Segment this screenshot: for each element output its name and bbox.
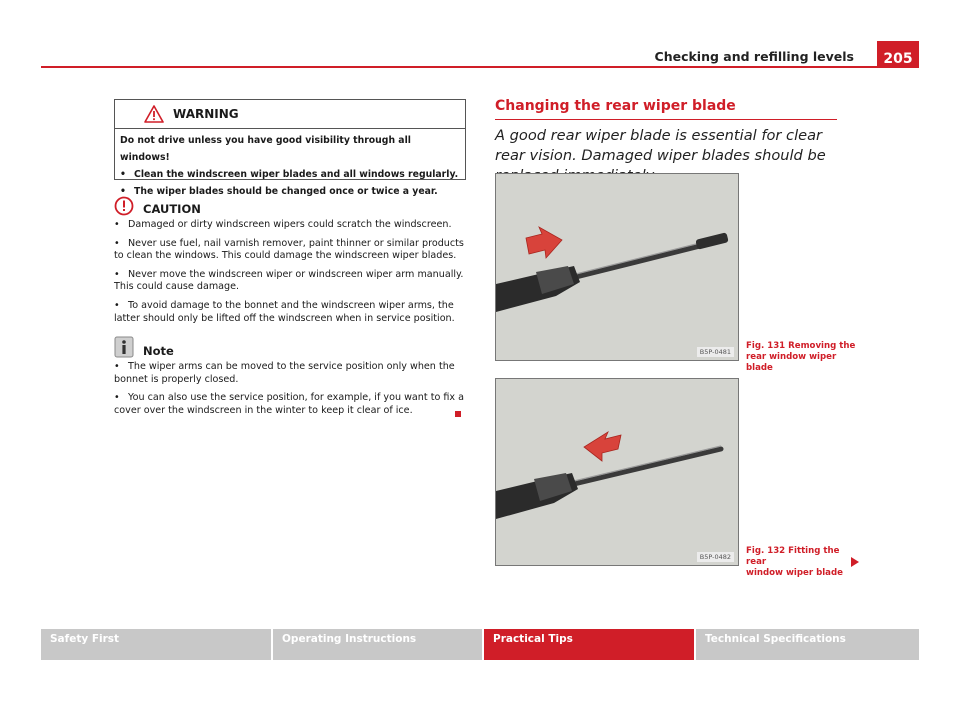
figure-removing-wiper-blade: [495, 173, 739, 361]
footer-chapter-tabs: [41, 629, 919, 660]
wiper-removal-illustration: [496, 174, 739, 361]
warning-header: [115, 100, 465, 129]
section-intro: A good rear wiper blade is essential for clear rear vision. Damaged wiper blades should be: [495, 127, 826, 164]
caution-label: CAUTION: [143, 202, 201, 216]
wiper-fitting-illustration: [496, 379, 739, 566]
note-bullet: • You can also use the service position, for example, if you want to fix a cover over the windscreen in the winter to keep it clear of ice.: [114, 392, 465, 416]
warning-bullet: • Clean the windscreen wiper blades and all windows regularly.: [120, 169, 459, 180]
note-body: [114, 361, 466, 423]
tab-technical-specifications[interactable]: Technical Specifications: [696, 629, 919, 660]
warning-bullet: • The wiper blades should be changed once or twice a year.: [120, 186, 438, 197]
figure-131-caption: Fig. 131 Removing the rear window wiper blade: [746, 341, 856, 373]
figure-code: B5P-0481: [697, 347, 734, 357]
figure-fitting-wiper-blade: [495, 378, 739, 566]
caution-bullet: • Never use fuel, nail varnish remover, paint thinner or similar products to clean the windows. This could damage the windscreen wiper blades.: [114, 237, 464, 262]
note-label: Note: [143, 344, 174, 358]
caution-exclamation-icon: [114, 196, 134, 216]
figure-code: B5P-0482: [697, 552, 734, 562]
section-end-marker: [455, 411, 461, 417]
header-rule: [41, 66, 877, 68]
section-title: Changing the rear wiper blade: [495, 98, 736, 114]
section-title-rule: [495, 119, 837, 120]
warning-box: [114, 99, 466, 197]
warning-label: WARNING: [173, 107, 239, 121]
tab-practical-tips[interactable]: Practical Tips: [484, 629, 694, 660]
running-header-title: Checking and refilling levels: [654, 49, 854, 64]
caution-body: [114, 219, 466, 331]
caution-bullet: • Never move the windscreen wiper or windscreen wiper arm manually. This could cause damage.: [114, 268, 464, 293]
caution-bullet: • To avoid damage to the bonnet and the windscreen wiper arms, the latter should only be lifted off the windscreen when in service position.: [114, 299, 455, 324]
continue-arrow-icon: [851, 557, 859, 567]
info-note-icon: [114, 336, 134, 358]
page-number: 205: [877, 41, 919, 68]
tab-safety-first[interactable]: Safety First: [41, 629, 271, 660]
note-bullet: • The wiper arms can be moved to the service position only when the bonnet is properly closed.: [114, 361, 455, 385]
tab-operating-instructions[interactable]: Operating Instructions: [273, 629, 482, 660]
warning-body: [115, 129, 465, 203]
warning-triangle-icon: [144, 105, 164, 123]
figure-132-caption: Fig. 132 Fitting the rear window wiper blade: [746, 546, 843, 578]
warning-intro: Do not drive unless you have good visibility through all windows!: [120, 135, 411, 163]
caution-bullet: • Damaged or dirty windscreen wipers could scratch the windscreen.: [114, 219, 452, 230]
